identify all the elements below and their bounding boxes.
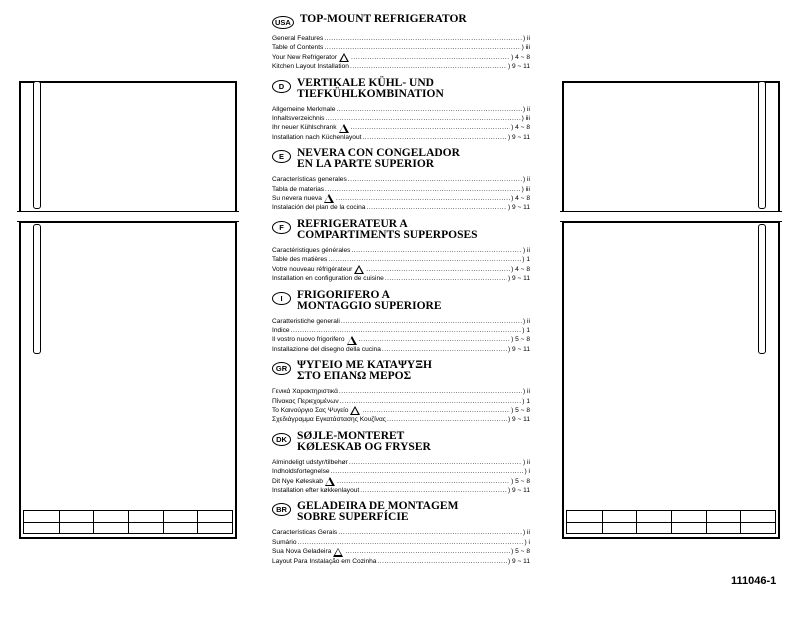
dot-leader [351, 53, 510, 62]
toc-entry[interactable] [272, 105, 530, 114]
warning-triangle-icon [325, 477, 335, 486]
dot-leader [340, 397, 522, 406]
dot-leader [298, 538, 524, 547]
toc-entry-label: Installation nach Küchenlayout [272, 133, 362, 141]
toc-entry[interactable] [272, 203, 530, 212]
dot-leader [328, 255, 521, 264]
toc-entry-page: ) 1 [522, 397, 530, 405]
document-number: 111046-1 [731, 575, 777, 587]
section-title-line: MONTAGGIO SUPERIORE [297, 299, 442, 312]
language-section-i [272, 290, 530, 355]
freezer-door-handle [758, 81, 766, 209]
freezer-door-handle [33, 81, 41, 209]
toc-entry-label: Ihr neuer Kühlschrank [272, 124, 337, 132]
toc-entry-label: Características generales [272, 176, 347, 184]
language-code-badge: D [272, 80, 291, 93]
toc-entry-label: Your New Refrigerator [272, 53, 337, 61]
toc-entry[interactable] [272, 415, 530, 424]
toc-entry[interactable] [272, 538, 530, 547]
toc-entry-page: ) 4 ~ 8 [511, 195, 530, 203]
dot-leader [324, 34, 522, 43]
fresh-food-door-handle [758, 224, 766, 354]
section-header [272, 14, 530, 29]
toc-entry-page: ) ii [523, 458, 530, 466]
language-section-d [272, 78, 530, 143]
language-code-badge: F [272, 221, 291, 234]
section-title [297, 219, 478, 241]
toc-entry-label: Caratteristiche generali [272, 317, 340, 325]
toc-entry-label: Installation en configuration de cuisine [272, 275, 384, 283]
toc-entry-page: ) 5 ~ 8 [511, 336, 530, 344]
toc-entry-label: Allgemeine Merkmale [272, 105, 336, 113]
toc-list [272, 34, 530, 72]
section-title-line: VERTIKALE KÜHL- UND [297, 76, 434, 89]
dot-leader [382, 345, 507, 354]
dot-leader [377, 557, 506, 566]
dot-leader [325, 185, 521, 194]
toc-entry-label: Almindeligt udstyr/tilbehør [272, 458, 348, 466]
dot-leader [387, 415, 507, 424]
section-title-line: GELADEIRA DE MONTAGEM [297, 500, 459, 513]
toc-entry[interactable] [272, 274, 530, 283]
toc-entry[interactable] [272, 53, 530, 62]
language-section-br [272, 501, 530, 566]
dot-leader [339, 387, 522, 396]
section-title-line: REFRIGERATEUR A [297, 217, 408, 230]
fresh-food-door [19, 222, 237, 508]
toc-entry-label: Caractéristiques générales [272, 246, 351, 254]
toc-list [272, 528, 530, 566]
toc-entry-page: ) 5 ~ 8 [511, 406, 530, 414]
toc-entry[interactable] [272, 185, 530, 194]
toc-entry[interactable] [272, 114, 530, 123]
dot-leader [338, 528, 522, 537]
section-title [297, 431, 431, 453]
door-separator [560, 211, 782, 222]
section-header [272, 78, 530, 100]
toc-entry-page: ) 4 ~ 8 [511, 124, 530, 132]
dot-leader [341, 317, 522, 326]
toc-entry-label: Su nevera nueva [272, 195, 322, 203]
toc-entry-label: Sumário [272, 538, 297, 546]
toc-entry-label: Γενικά Χαρακτηριστικά [272, 388, 338, 396]
toc-entry-page: ) 9 ~ 11 [507, 557, 530, 565]
toc-entry-page: ) 9 ~ 11 [507, 133, 530, 141]
toc-entry[interactable] [272, 255, 530, 264]
warning-triangle-icon [350, 406, 360, 415]
toc-entry-page: ) ii [523, 246, 530, 254]
section-title-line: NEVERA CON CONGELADOR [297, 147, 460, 160]
section-title-line: KØLESKAB OG FRYSER [297, 440, 431, 453]
toc-entry[interactable] [272, 326, 530, 335]
dot-leader [324, 43, 520, 52]
toc-entry-label: Table of Contents [272, 44, 324, 52]
toc-entry-label: Inhaltsverzeichnis [272, 115, 325, 123]
language-section-dk [272, 431, 530, 496]
dot-leader [350, 62, 507, 71]
toc-entry-label: Installazione del disegno della cucina [272, 345, 381, 353]
toc-entry-page: ) 9 ~ 11 [507, 275, 530, 283]
toc-entry[interactable] [272, 406, 530, 415]
toc-entry-page: ) iii [521, 185, 530, 193]
toc-entry-page: ) ii [523, 317, 530, 325]
dot-leader [336, 194, 510, 203]
toc-entry-page: ) 5 ~ 8 [511, 548, 530, 556]
dot-leader [351, 246, 522, 255]
section-title-line: SOBRE SUPERFÍCIE [297, 511, 409, 524]
toc-entry[interactable] [272, 123, 530, 132]
toc-entry-page: ) iii [521, 44, 530, 52]
toc-entry[interactable] [272, 467, 530, 476]
toc-entry-page: ) 4 ~ 8 [511, 53, 530, 61]
toc-entry[interactable] [272, 528, 530, 537]
dot-leader [366, 203, 506, 212]
section-title-line: COMPARTIMENTS SUPERPOSES [297, 228, 478, 241]
toc-entry[interactable] [272, 397, 530, 406]
toc-entry-label: Table des matières [272, 256, 328, 264]
language-section-e [272, 148, 530, 213]
toc-entry[interactable] [272, 486, 530, 495]
toc-entry[interactable] [272, 477, 530, 486]
dot-leader [385, 274, 507, 283]
multilingual-contents [272, 14, 530, 572]
toc-entry-label: Características Gerais [272, 529, 338, 537]
dot-leader [351, 123, 511, 132]
toc-entry[interactable] [272, 557, 530, 566]
dot-leader [337, 477, 510, 486]
dot-leader [362, 406, 510, 415]
toc-entry-page: ) 1 [522, 256, 530, 264]
section-title-line: EN LA PARTE SUPERIOR [297, 158, 435, 171]
toc-entry[interactable] [272, 175, 530, 184]
toc-entry-label: Instalación del plan de la cocina [272, 204, 366, 212]
fresh-food-door [562, 222, 780, 508]
section-title [297, 148, 460, 170]
toc-entry[interactable] [272, 62, 530, 71]
language-code-badge: USA [272, 16, 294, 29]
base-grille [566, 510, 776, 534]
warning-triangle-icon [333, 548, 343, 557]
toc-entry-page: ) 9 ~ 11 [507, 63, 530, 71]
warning-triangle-icon [339, 124, 349, 133]
dot-leader [325, 114, 520, 123]
door-separator [17, 211, 239, 222]
toc-entry-label: General Features [272, 35, 324, 42]
section-title-line: ΨΥΓΕΙΟ ΜΕ ΚΑΤΑΨΥΞΗ [297, 359, 432, 372]
toc-entry-page: ) ii [523, 176, 530, 184]
toc-entry[interactable] [272, 458, 530, 467]
toc-entry-label: Dit Nye Køleskab [272, 477, 323, 485]
toc-entry-page: ) ii [523, 529, 530, 537]
toc-entry[interactable] [272, 265, 530, 274]
section-title [297, 290, 442, 312]
toc-entry[interactable] [272, 345, 530, 354]
toc-entry[interactable] [272, 246, 530, 255]
language-section-usa [272, 14, 530, 72]
warning-triangle-icon [347, 336, 357, 345]
section-header [272, 290, 530, 312]
toc-list [272, 317, 530, 355]
section-title [297, 78, 444, 100]
dot-leader [291, 326, 522, 335]
toc-entry-label: Kitchen Layout Installation [272, 63, 349, 71]
warning-triangle-icon [324, 194, 334, 203]
toc-entry-page: ) 9 ~ 11 [507, 486, 530, 494]
toc-entry-page: ) ii [523, 105, 530, 113]
toc-entry-label: Sua Nova Geladeira [272, 548, 332, 556]
dot-leader [349, 458, 522, 467]
dot-leader [345, 547, 510, 556]
language-code-badge: E [272, 150, 291, 163]
toc-entry-page: ) 4 ~ 8 [511, 265, 530, 273]
language-section-f [272, 219, 530, 284]
toc-entry-label: Indice [272, 326, 290, 334]
section-title-line: TIEFKÜHLKOMBINATION [297, 87, 444, 100]
toc-entry[interactable] [272, 43, 530, 52]
toc-entry-page: ) i [524, 538, 530, 546]
toc-entry-page: ) iii [521, 115, 530, 123]
dot-leader [366, 265, 510, 274]
language-section-gr [272, 360, 530, 425]
dot-leader [336, 105, 522, 114]
toc-entry-page: ) i [524, 468, 530, 476]
toc-entry-page: ) ii [523, 35, 530, 42]
toc-entry-page: ) 9 ~ 11 [507, 416, 530, 424]
section-title-line: FRIGORIFERO A [297, 288, 390, 301]
section-title [297, 360, 432, 382]
section-header [272, 360, 530, 382]
freezer-door [562, 81, 780, 212]
section-header [272, 501, 530, 523]
freezer-door [19, 81, 237, 212]
language-code-badge: I [272, 292, 291, 305]
section-title-line: TOP-MOUNT REFRIGERATOR [299, 13, 467, 25]
section-title [300, 14, 467, 25]
dot-leader [331, 467, 524, 476]
toc-entry-label: Σχεδιάγραμμα Εγκατάστασης Κουζίνας [272, 416, 386, 424]
toc-list [272, 458, 530, 496]
section-header [272, 219, 530, 241]
toc-entry-label: Votre nouveau réfrigérateur [272, 265, 353, 273]
toc-entry-page: ) 9 ~ 11 [507, 204, 530, 212]
section-title-line: SØJLE-MONTERET [297, 429, 405, 442]
toc-entry[interactable] [272, 34, 530, 43]
toc-entry[interactable] [272, 387, 530, 396]
toc-list [272, 387, 530, 425]
toc-entry[interactable] [272, 133, 530, 142]
toc-entry-label: Installation efter køkkenlayout [272, 486, 360, 494]
dot-leader [348, 175, 522, 184]
toc-entry-label: Indholdsfortegnelse [272, 468, 330, 476]
toc-entry-label: Il vostro nuovo frigorifero [272, 336, 345, 344]
warning-triangle-icon [354, 265, 364, 274]
toc-entry-label: Tabla de materias [272, 185, 325, 193]
toc-list [272, 175, 530, 213]
dot-leader [362, 133, 506, 142]
toc-entry-page: ) ii [523, 388, 530, 396]
section-title [297, 501, 458, 523]
dot-leader [359, 335, 511, 344]
section-header [272, 148, 530, 170]
toc-entry[interactable] [272, 335, 530, 344]
language-code-badge: BR [272, 503, 291, 516]
fresh-food-door-handle [33, 224, 41, 354]
language-code-badge: GR [272, 362, 291, 375]
toc-entry[interactable] [272, 317, 530, 326]
toc-entry-label: Layout Para Instalação em Cozinha [272, 557, 377, 565]
toc-entry[interactable] [272, 547, 530, 556]
section-title-line: ΣΤΟ ΕΠΑΝΩ ΜΕΡΟΣ [297, 370, 412, 383]
toc-entry-label: Το Καινούργιο Σας Ψυγείο [272, 406, 349, 414]
refrigerator-illustration-right [562, 81, 780, 539]
warning-triangle-icon [339, 53, 349, 62]
toc-entry[interactable] [272, 194, 530, 203]
section-header [272, 431, 530, 453]
toc-entry-label: Πίνακας Περιεχομένων [272, 397, 339, 405]
toc-entry-page: ) 9 ~ 11 [507, 345, 530, 353]
toc-list [272, 105, 530, 143]
toc-entry-page: ) 1 [522, 326, 530, 334]
toc-entry-page: ) 5 ~ 8 [511, 477, 530, 485]
dot-leader [360, 486, 507, 495]
base-grille [23, 510, 233, 534]
refrigerator-illustration-left [19, 81, 237, 539]
language-code-badge: DK [272, 433, 291, 446]
toc-list [272, 246, 530, 284]
